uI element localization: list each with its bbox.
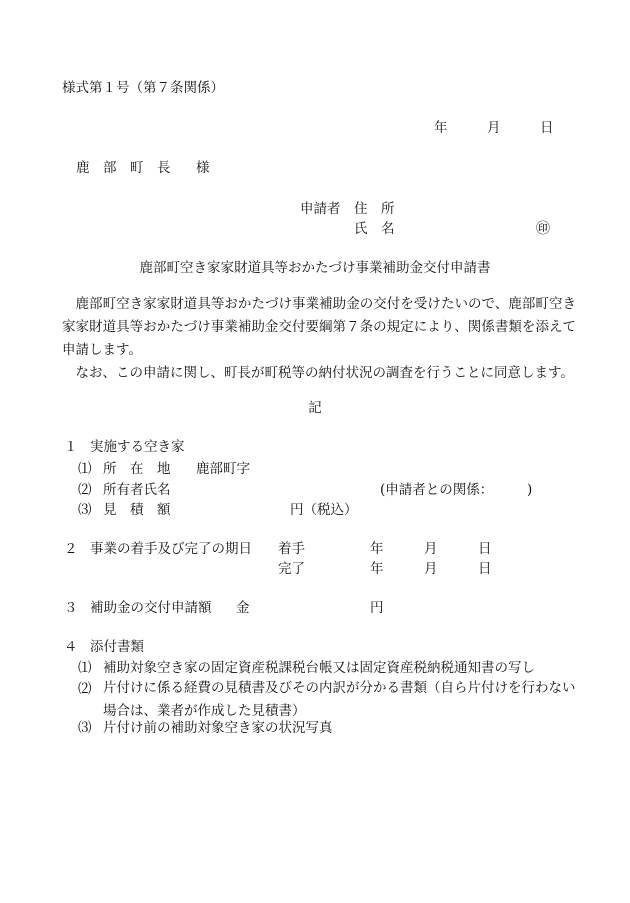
section2-start-label: 着手	[278, 541, 305, 557]
body-paragraph-1: 鹿部町空き家家財道具等おかたづけ事業補助金の交付を受けたいので、鹿部町空き家家財道具等おかたづけ事業補助金交付要綱第７条の規定により、関係書類を添えて申請します。	[62, 296, 576, 358]
section2-end-year: 年	[370, 561, 384, 577]
body-paragraph-2: なお、この申請に関し、町長が町税等の納付状況の調査を行うことに同意します。	[75, 365, 574, 381]
section1-item2-label: 所有者氏名	[103, 482, 171, 498]
ki-heading: 記	[308, 400, 322, 416]
section4-label: 添付書類	[90, 639, 144, 655]
section2-label: 事業の着手及び完了の期日	[90, 541, 252, 557]
section2-start-month: 月	[424, 541, 438, 557]
document-title: 鹿部町空き家家財道具等おかたづけ事業補助金交付申請書	[139, 260, 491, 276]
section3-label: 補助金の交付申請額	[90, 600, 212, 616]
section1-item2-value: (申請者との関係： )	[380, 482, 533, 498]
body-text	[62, 293, 576, 385]
section1-item2-number: ⑵	[78, 482, 92, 498]
section2-number: ２	[64, 541, 78, 557]
applicant-address-label: 住 所	[354, 201, 395, 217]
section2-start-year: 年	[370, 541, 384, 557]
applicant-name-label: 氏 名	[354, 221, 395, 237]
addressee-name: 鹿 部 町 長	[76, 160, 171, 176]
section1-label: 実施する空き家	[90, 439, 185, 455]
section4-item3-text: 片付け前の補助対象空き家の状況写真	[103, 720, 333, 736]
section1-item1-label: 所 在 地	[103, 461, 171, 477]
section1-item1-number: ⑴	[78, 461, 92, 477]
date-year: 年	[434, 120, 448, 136]
section3-unit: 円	[370, 600, 384, 616]
section4-item1-text: 補助対象空き家の固定資産税課税台帳又は固定資産税納税通知書の写し	[103, 660, 535, 676]
section2-end-month: 月	[424, 561, 438, 577]
section2-start-day: 日	[478, 541, 492, 557]
section4-item3-number: ⑶	[78, 720, 92, 736]
date-day: 日	[540, 120, 554, 136]
form-label: 様式第１号（第７条関係）	[62, 80, 224, 96]
section2-end-label: 完了	[278, 561, 305, 577]
addressee-honorific: 様	[196, 160, 210, 176]
section3-prefix: 金	[236, 600, 250, 616]
section4-item2-number: ⑵	[78, 681, 92, 697]
section1-item3-label: 見 積 額	[103, 502, 171, 518]
section4-item2-text: 片付けに係る経費の見積書及びその内訳が分かる書類（自ら片付けを行わない場合は、業者が作成した見積書）	[103, 680, 576, 719]
section3-number: ３	[64, 600, 78, 616]
section4-item1-number: ⑴	[78, 660, 92, 676]
seal-mark: ㊞	[536, 221, 550, 237]
section1-item1-value: 鹿部町字	[196, 461, 250, 477]
date-month: 月	[487, 120, 501, 136]
section1-item3-value: 円（税込）	[290, 502, 358, 518]
section2-end-day: 日	[478, 561, 492, 577]
section4-number: ４	[64, 639, 78, 655]
section1-item3-number: ⑶	[78, 502, 92, 518]
applicant-role: 申請者	[300, 201, 341, 217]
section1-number: １	[64, 439, 78, 455]
